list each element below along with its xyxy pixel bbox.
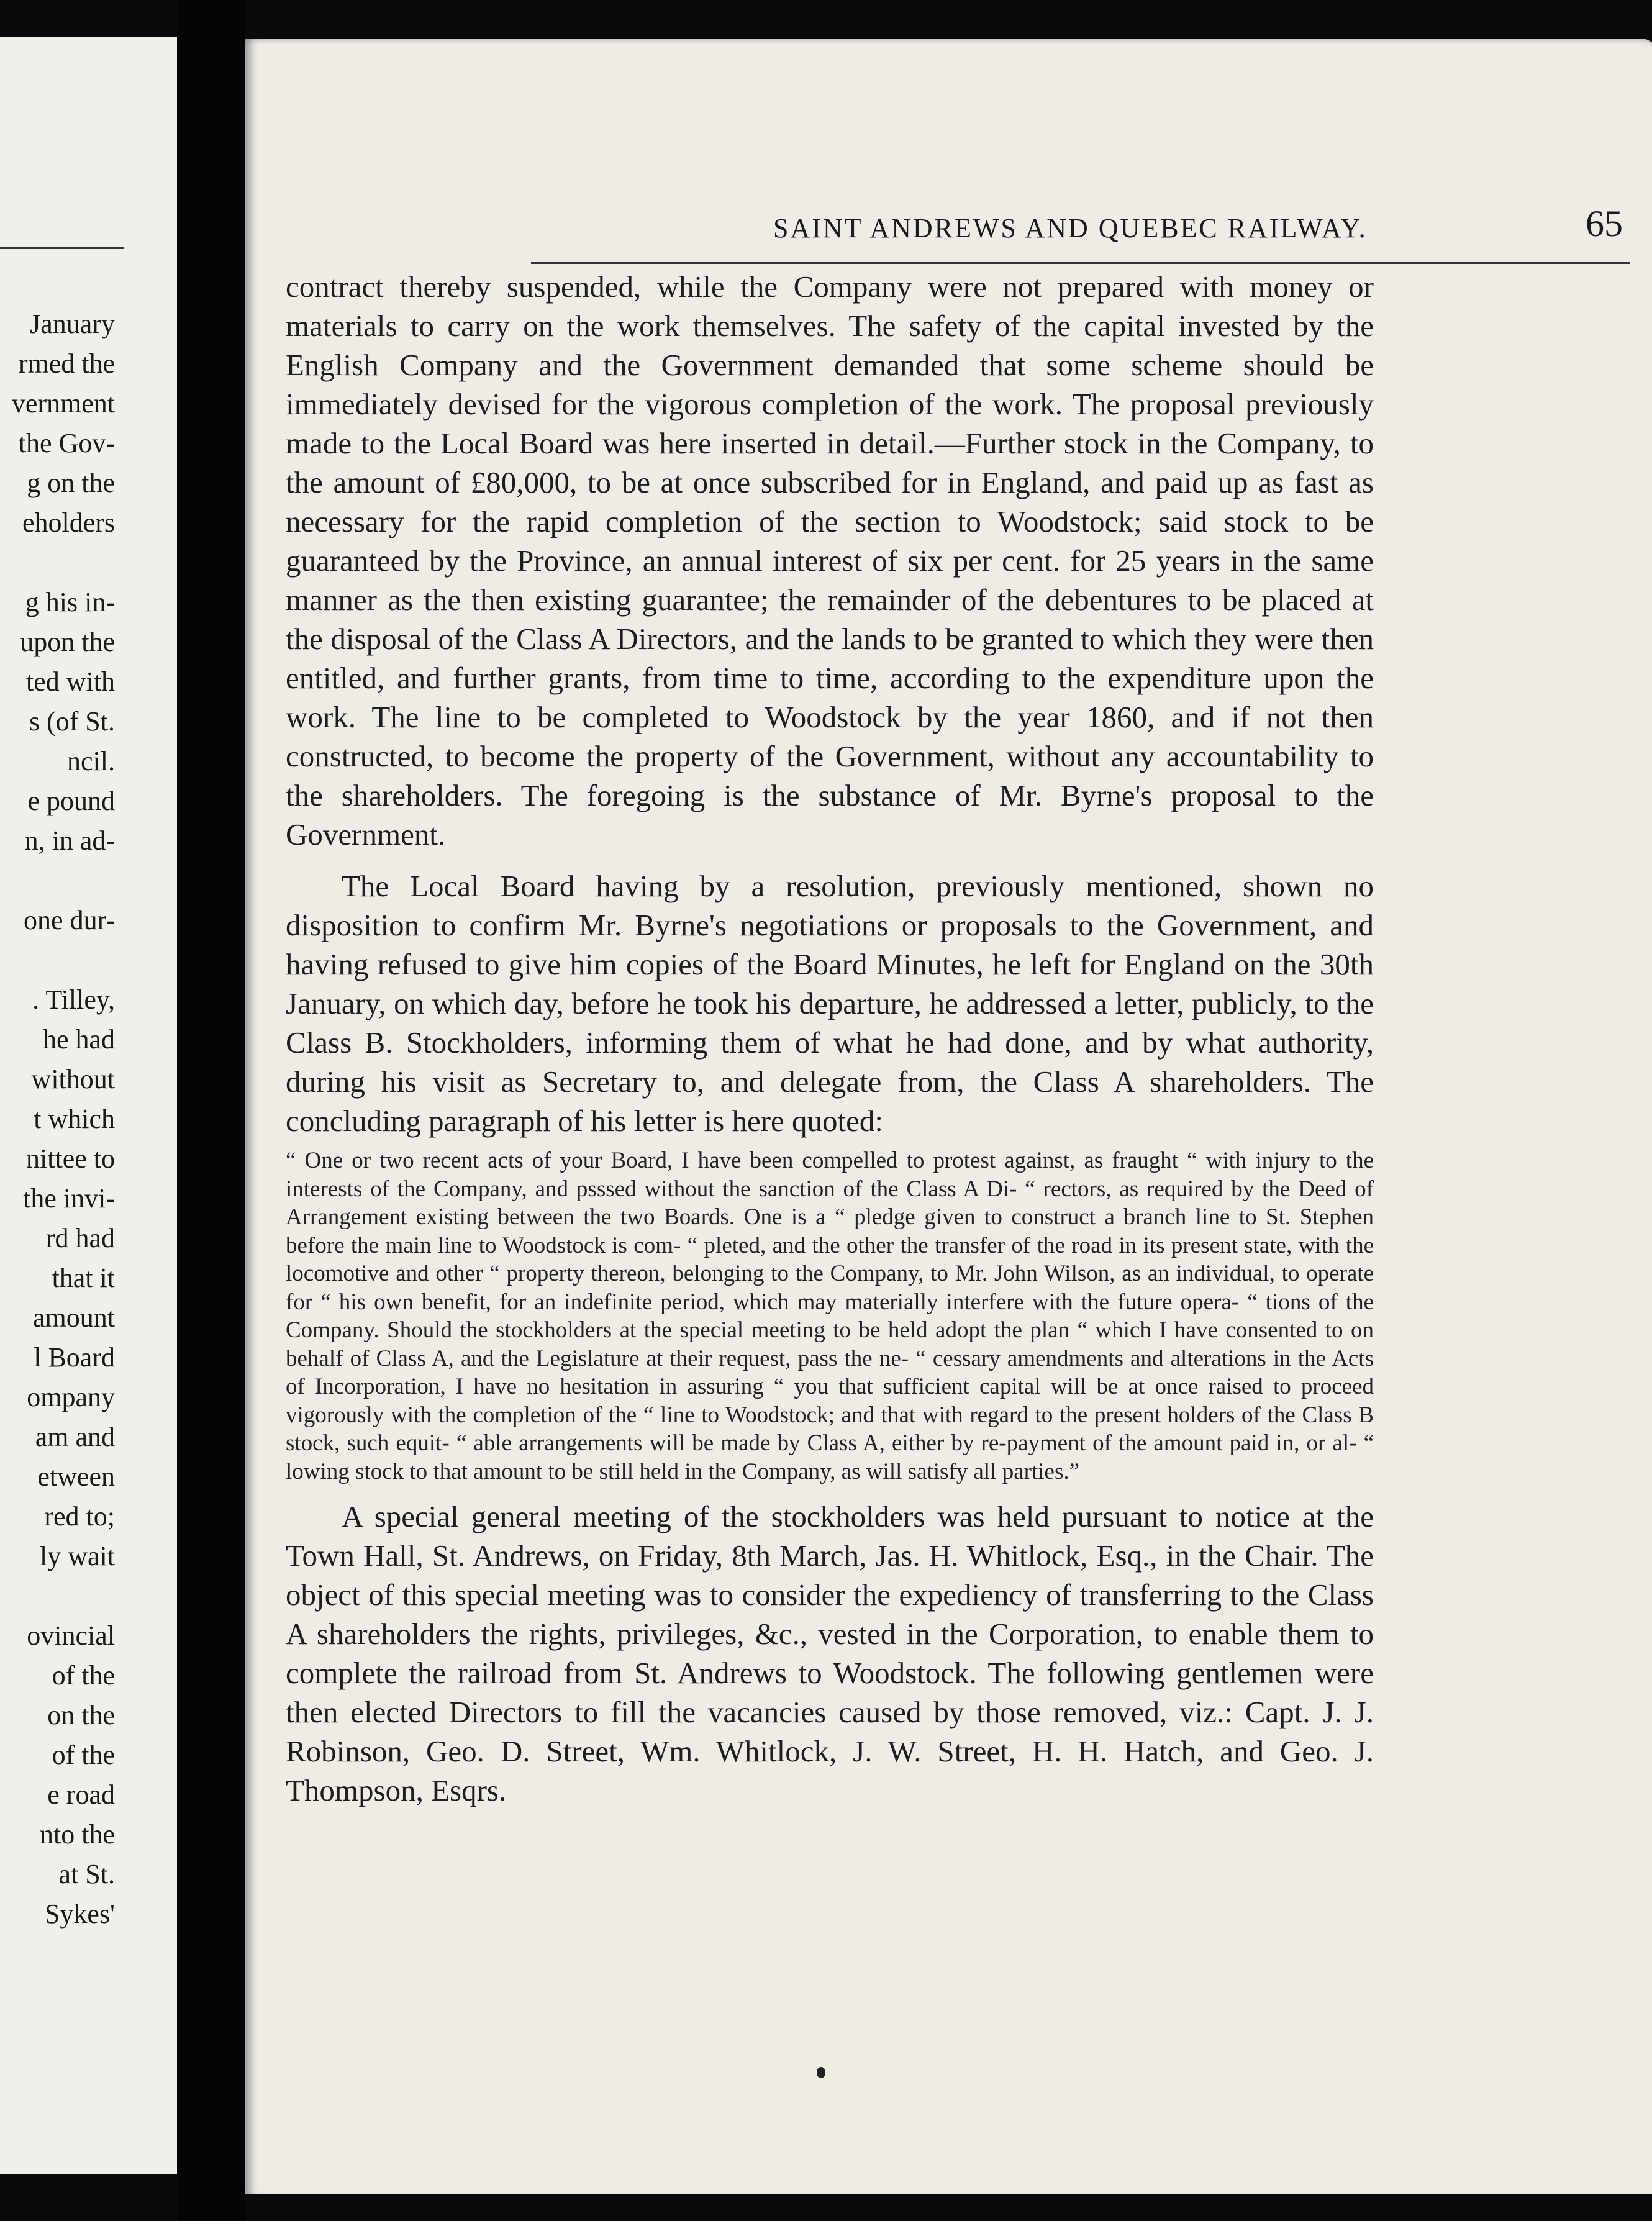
left-page-line: nto the [40,1819,115,1850]
left-page-line: vernment [11,388,115,419]
block-quotation: “ One or two recent acts of your Board, I have been compelled to protest against, as fraught “ with injury to the interests of the Company, and psssed without the sanction of the Class A Di- “ rectors, as required by the Deed of Arrangement existing between the two Boards. One is a “ pledge given to construct a branch line to St. Stephen before the main line to Woodstock is com- “ pleted, and the other the transfer of the road in its present state, with the locomotive and other “ property thereon, belonging to the Company, to Mr. John Wilson, as an individual, to operate for “ his own benefit, for an indefinite period, which may materially interfere with the future opera- “ tions of the Company. Should the stockholders at the special meeting to be held adopt the plan “ which I have consented to on behalf of Class A, and the Legislature at their request, pass the ne- “ cessary amendments and alterations in the Acts of Incorporation, I have no hesitation in assuring “ you that sufficient capital will be at once raised to proceed vigorously with the completion of the “ line to Woodstock; and that with regard to the present holders of the Class B stock, such equit- “ able arrangements will be made by Class A, either by re-payment of the amount paid in, or al- “ lowing stock to that amount to be still held in the Company, as will satisfy all parties.” [286,1148,1374,1484]
left-page-line: am and [35,1422,115,1452]
left-page-line: January [30,309,115,339]
left-page-line: rd had [45,1223,115,1253]
left-page-line: rmed the [18,348,115,379]
running-head-title: SAINT ANDREWS AND QUEBEC RAILWAY. [773,213,1368,243]
left-page-line: s (of St. [29,706,115,737]
left-page-line: the Gov- [18,428,115,458]
left-page-line: ted with [26,666,115,697]
ink-dot-mark [817,2067,825,2078]
body-paragraph: A special general meeting of the stockholders was held pursuant to notice at the Town Hall, St. Andrews, on Friday, 8th March, Jas. H. Whitlock, Esq., in the Chair. The object of this special meeting was to consider the expediency of transferring to the Class A shareholders the rights, privileges, &c., vested in the Corporation, to enable them to complete the railroad from St. Andrews to Woodstock. The following gentlemen were then elected Directors to fill the vacancies caused by those removed, viz.: Capt. J. J. Robinson, Geo. D. Street, Wm. Whitlock, J. W. Street, H. H. Hatch, and Geo. J. Thompson, Esqrs. [286,1499,1374,1807]
page-number: 65 [1586,203,1623,244]
left-page-text-fragments [12,304,115,1934]
left-page-line: nittee to [26,1143,115,1174]
left-page-edge [0,37,177,2174]
running-head [531,188,1630,264]
left-page-line: etween [37,1461,115,1492]
left-page-line: that it [52,1263,115,1293]
left-page-line [12,1576,115,1616]
left-page-line: on the [47,1700,115,1730]
left-page-line: e road [47,1779,115,1810]
left-page-line: of the [52,1740,115,1770]
left-page-line: ompany [27,1382,115,1412]
left-page-line [12,940,115,980]
left-page-line: amount [33,1302,115,1333]
left-page-line: at St. [58,1859,115,1889]
left-page-line: he had [42,1024,115,1055]
left-page-line [12,543,115,583]
left-page-line: . Tilley, [32,984,115,1015]
left-page-line: Sykes' [44,1899,115,1929]
left-page-line: e pound [27,786,115,816]
body-paragraph: The Local Board having by a resolution, previously mentioned, shown no disposition to confirm Mr. Byrne's negotiations or proposals to the Government, and having refused to give him copies of the Board Minutes, he left for England on the 30th January, on which day, before he took his departure, he addressed a letter, publicly, to the Class B. Stockholders, informing them of what he had done, and by what authority, during his visit as Secretary to, and delegate from, the Class A shareholders. The concluding paragraph of his letter is here quoted: [286,869,1374,1138]
left-page-line: eholders [22,507,115,538]
left-page-line: ovincial [27,1620,115,1651]
left-page-line: one dur- [24,905,115,935]
left-page-line [12,861,115,901]
left-page-line: l Board [34,1342,115,1373]
body-paragraph: contract thereby suspended, while the Company were not prepared with money or materials to carry on the work themselves. The safety of the capital invested by the English Company and the Government demanded that some scheme should be immediately devised for the vigorous completion of the work. The proposal previously made to the Local Board was here inserted in detail.—Further stock in the Company, to the amount of £80,000, to be at once subscribed for in England, and paid up as fast as necessary for the rapid completion of the section to Woodstock; said stock to be guaranteed by the Province, an annual interest of six per cent. for 25 years in the same manner as the then existing guarantee; the remainder of the debentures to be placed at the disposal of the Class A Directors, and the lands to be granted to which they were then entitled, and further grants, from time to time, according to the expenditure upon the work. The line to be completed to Woodstock by the year 1860, and if not then constructed, to become the property of the Government, without any accountability to the shareholders. The foregoing is the substance of Mr. Byrne's proposal to the Government. [286,270,1374,852]
page-body [286,267,1374,1810]
left-page-line: ncil. [67,746,115,776]
left-page-line: n, in ad- [24,825,115,856]
left-page-line: without [31,1064,115,1094]
left-page-line: t which [34,1104,115,1134]
left-page-line: upon the [20,627,115,657]
left-page-line: g on the [27,468,115,498]
left-page-line: of the [52,1660,115,1691]
left-page-line: ly wait [40,1541,115,1571]
left-page-line: red to; [44,1501,115,1532]
left-page-line: the invi- [23,1183,115,1214]
left-page-line: g his in- [25,587,115,617]
book-gutter [177,0,245,2221]
left-page-rule [0,247,124,249]
